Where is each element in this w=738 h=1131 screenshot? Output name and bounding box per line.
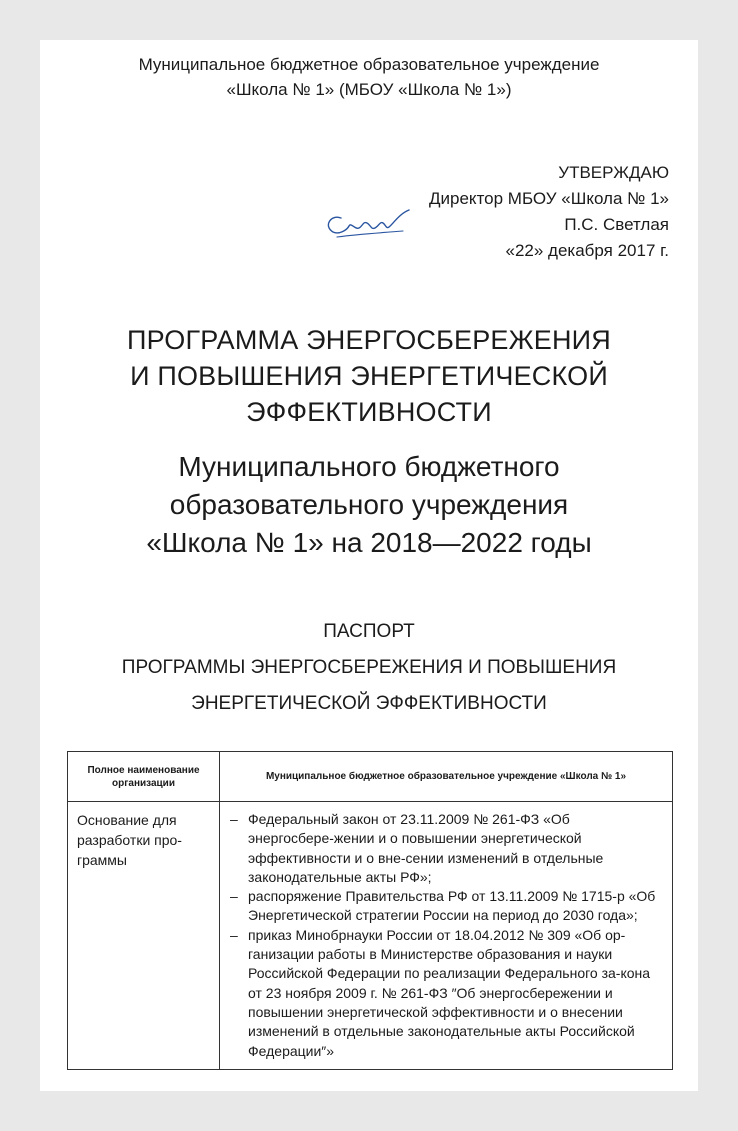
program-subtitle-line: «Школа № 1» на 2018—2022 годы: [146, 527, 592, 558]
list-item: – Федеральный закон от 23.11.2009 № 261-ФЗ «Об энергосбере-жении и о повышении энергетической эффективности и о вне-сении изменений в отдельные законодательные акты РФ»;: [248, 810, 658, 887]
director-name: П.С. Светлая: [564, 215, 669, 234]
basis-label: Основание для разработки про-граммы: [68, 802, 220, 1070]
table-head-label: Полное наименование организации: [68, 752, 220, 802]
signature-icon: [319, 204, 419, 244]
table-row: [68, 802, 673, 1070]
document-page: [40, 40, 698, 1091]
program-subtitle: [40, 448, 698, 562]
passport-heading-line: ПРОГРАММЫ ЭНЕРГОСБЕРЕЖЕНИЯ И ПОВЫШЕНИЯ: [121, 657, 617, 678]
org-name-line: Муниципальное бюджетное образовательное учреждение: [138, 55, 600, 74]
program-subtitle-line: образовательного учреждения: [169, 489, 569, 520]
passport-heading: [40, 614, 698, 722]
table-row: [68, 752, 673, 802]
passport-heading-line: ЭНЕРГЕТИЧЕСКОЙ ЭФФЕКТИВНОСТИ: [191, 693, 547, 714]
table-head-value: Муниципальное бюджетное образовательное учреждение «Школа № 1»: [220, 752, 673, 802]
program-title-line: ПРОГРАММА ЭНЕРГОСБЕРЕЖЕНИЯ: [127, 325, 611, 355]
program-subtitle-line: Муниципального бюджетного: [178, 451, 560, 482]
org-short-name-line: «Школа № 1» (МБОУ «Школа № 1»): [226, 80, 512, 99]
passport-heading-line: ПАСПОРТ: [323, 621, 415, 642]
passport-table: [67, 751, 673, 1070]
basis-list: [220, 810, 672, 1061]
approval-block: [429, 160, 669, 264]
program-title: [40, 322, 698, 430]
list-item: – приказ Минобрнауки России от 18.04.2012 № 309 «Об ор-ганизации работы в Министерстве образования и науки Российской Федерации по реализации Федерального за-кона от 23 ноября 2009 г. № 261-ФЗ ″Об энергосбережении и повышении энергетической эффективности и о внесении изменений в отдельные законодательные акты Российской Федерации″»: [248, 926, 658, 1061]
approval-date: «22» декабря 2017 г.: [505, 241, 669, 260]
approval-position: Директор МБОУ «Школа № 1»: [429, 189, 669, 208]
program-title-line: И ПОВЫШЕНИЯ ЭНЕРГЕТИЧЕСКОЙ: [130, 361, 608, 391]
basis-cell: [220, 802, 673, 1070]
signature-line: [429, 212, 669, 238]
list-item: – распоряжение Правительства РФ от 13.11.2009 № 1715-р «Об Энергетической стратегии России на период до 2030 года»;: [248, 887, 658, 926]
org-header: [40, 52, 698, 102]
program-title-line: ЭФФЕКТИВНОСТИ: [246, 397, 492, 427]
approval-label: УТВЕРЖДАЮ: [558, 163, 669, 182]
